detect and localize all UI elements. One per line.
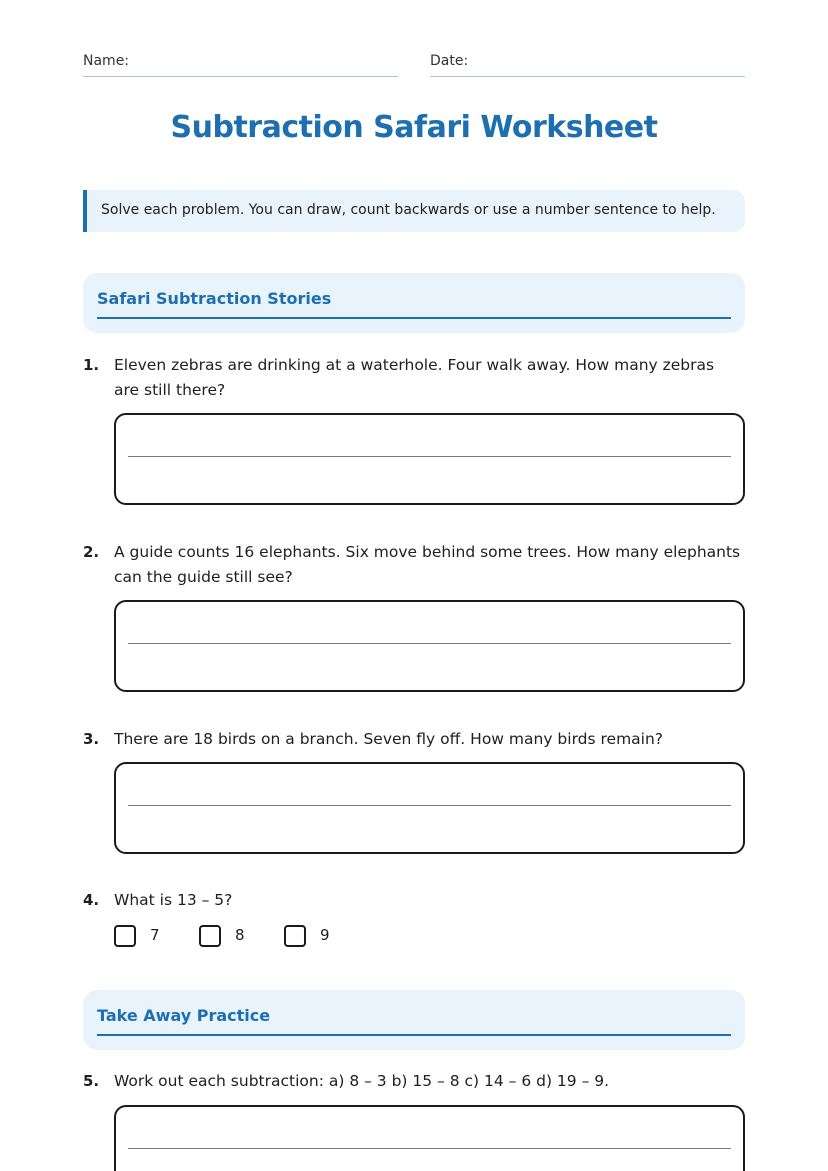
choice-label: 8 bbox=[235, 926, 245, 944]
answer-line bbox=[128, 643, 731, 644]
answer-box-3[interactable] bbox=[114, 762, 745, 854]
checkbox[interactable] bbox=[199, 925, 221, 947]
choice-label: 9 bbox=[320, 926, 330, 944]
instructions-box bbox=[83, 190, 745, 232]
section-divider bbox=[97, 1034, 731, 1036]
question-text: Eleven zebras are drinking at a waterhole. Four walk away. How many zebras are still there? bbox=[114, 356, 715, 399]
answer-line bbox=[128, 1148, 731, 1149]
section-title: Safari Subtraction Stories bbox=[97, 289, 332, 308]
instructions-text: Solve each problem. You can draw, count backwards or use a number sentence to help. bbox=[101, 202, 716, 218]
question-number: 5. bbox=[83, 1072, 100, 1090]
worksheet-title: Subtraction Safari Worksheet bbox=[170, 110, 658, 145]
question-text: There are 18 birds on a branch. Seven fly off. How many birds remain? bbox=[114, 730, 664, 748]
section-header-stories bbox=[83, 273, 745, 333]
answer-box-2[interactable] bbox=[114, 600, 745, 692]
checkbox[interactable] bbox=[284, 925, 306, 947]
question-text: A guide counts 16 elephants. Six move behind some trees. How many elephants can the guide still see? bbox=[114, 543, 741, 586]
answer-line bbox=[128, 805, 731, 806]
answer-box-1[interactable] bbox=[114, 413, 745, 505]
answer-line bbox=[128, 456, 731, 457]
date-label: Date: bbox=[430, 53, 469, 69]
question-text: What is 13 – 5? bbox=[114, 891, 233, 909]
name-field[interactable] bbox=[83, 76, 398, 77]
question-number: 3. bbox=[83, 730, 100, 748]
choice-label: 7 bbox=[150, 926, 160, 944]
name-label: Name: bbox=[83, 53, 130, 69]
question-number: 1. bbox=[83, 356, 100, 374]
answer-box-5[interactable] bbox=[114, 1105, 745, 1171]
section-header-practice bbox=[83, 990, 745, 1050]
section-divider bbox=[97, 317, 731, 319]
question-number: 4. bbox=[83, 891, 100, 909]
question-text: Work out each subtraction: a) 8 – 3 b) 15 – 8 c) 14 – 6 d) 19 – 9. bbox=[114, 1072, 610, 1090]
question-number: 2. bbox=[83, 543, 100, 561]
date-field[interactable] bbox=[430, 76, 745, 77]
checkbox[interactable] bbox=[114, 925, 136, 947]
section-title: Take Away Practice bbox=[97, 1006, 271, 1025]
